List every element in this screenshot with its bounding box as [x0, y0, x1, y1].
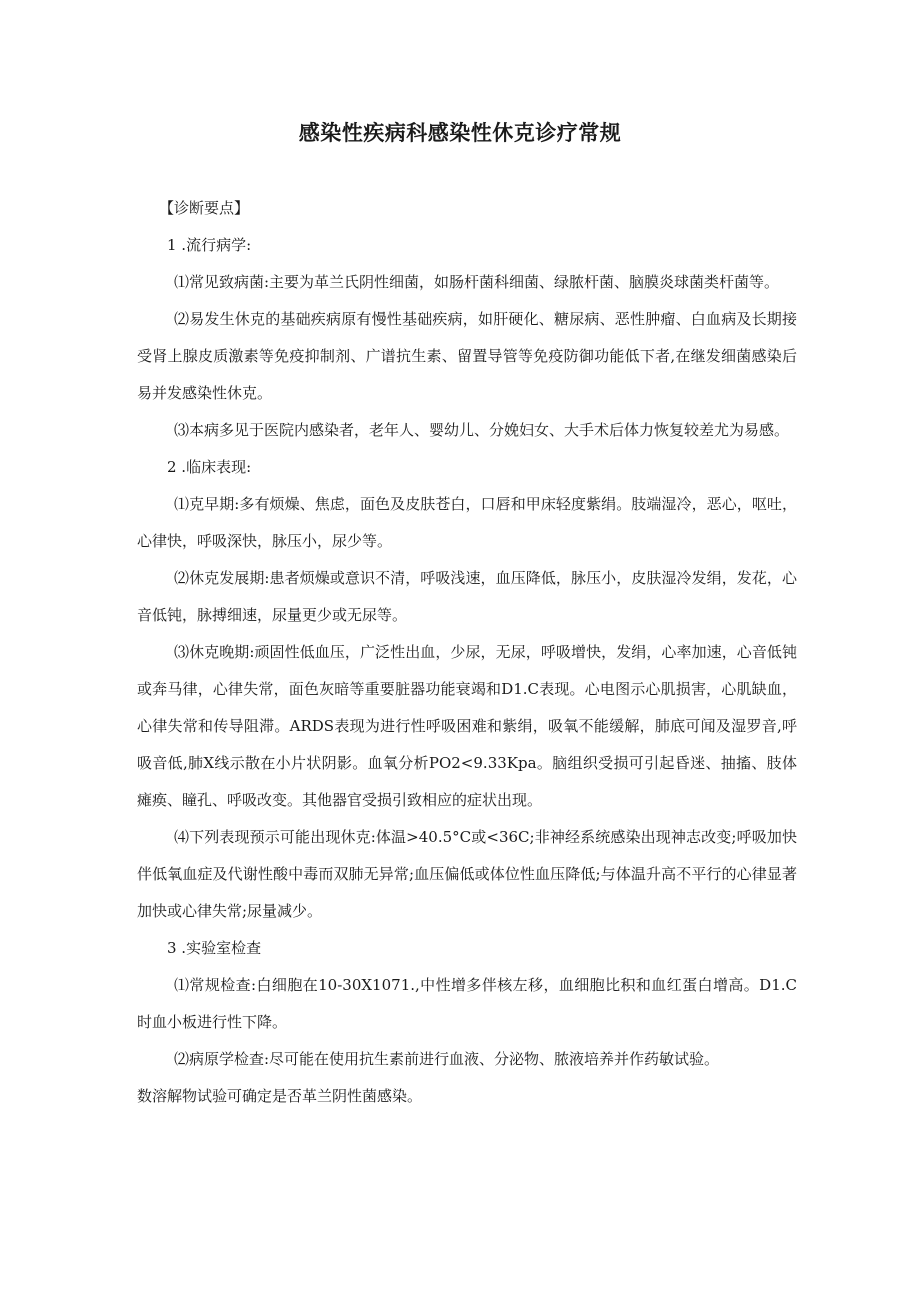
paragraph-item: ⑵易发生休克的基础疾病原有慢性基础疾病，如肝硬化、糖尿病、恶性肿瘤、白血病及长期接受肾上腺皮质激素等免疫抑制剂、广谱抗生素、留置导管等免疫防御功能低下者,在继发细菌感染后易并发感染性休克。 [137, 310, 797, 402]
paragraph-item: ⑵休克发展期:患者烦燥或意识不清，呼吸浅速，血压降低，脉压小，皮肤湿冷发绢，发花，心音低钝，脉搏细速，尿量更少或无尿等。 [137, 569, 797, 624]
paragraph-item: ⑴常规检查:白细胞在10-30X1071.,中性增多伴核左移，血细胞比积和血红蛋白增高。D1.C时血小板进行性下降。 [137, 976, 797, 1031]
subsection-heading-epidemiology: 1 .流行病学: [167, 236, 252, 254]
page-title: 感染性疾病科感染性休克诊疗常规 [298, 121, 622, 145]
paragraph-item: ⑴常见致病菌:主要为革兰氏阴性细菌，如肠杆菌科细菌、绿脓杆菌、脑膜炎球菌类杆菌等。 [174, 273, 780, 291]
paragraph-item: ⑴克早期:多有烦燥、焦虑，面色及皮肤苍白，口唇和甲床轻度紫绢。肢端湿冷，恶心，呕吐，心律快，呼吸深快，脉压小，尿少等。 [137, 495, 797, 550]
paragraph-item: ⑶本病多见于医院内感染者，老年人、婴幼儿、分娩妇女、大手术后体力恢复较差尤为易感。 [174, 421, 790, 439]
subsection-heading-lab: 3 .实验室检查 [167, 939, 262, 957]
paragraph-item: ⑵病原学检查:尽可能在使用抗生素前进行血液、分泌物、脓液培养并作药敏试验。 [174, 1050, 720, 1068]
document-body [137, 190, 797, 1115]
section-heading-diagnosis: 【诊断要点】 [159, 199, 250, 217]
trailing-paragraph: 数溶解物试验可确定是否革兰阴性菌感染。 [137, 1087, 423, 1105]
paragraph-item: ⑶休克晚期:顽固性低血压，广泛性出血，少尿，无尿，呼吸增快，发绢，心率加速，心音低钝或奔马律，心律失常，面色灰暗等重要脏器功能衰竭和D1.C表现。心电图示心肌损害，心肌缺血，心律失常和传导阻滞。ARDS表现为进行性呼吸困难和紫绢，吸氧不能缓解，肺底可闻及湿罗音,呼吸音低,肺X线示散在小片状阴影。血氧分析PO2<9.33Kpa。脑组织受损可引起昏迷、抽搐、肢体瘫痪、瞳孔、呼吸改变。其他器官受损引致相应的症状出现。 [137, 643, 797, 809]
subsection-heading-clinical: 2 .临床表现: [167, 458, 252, 476]
paragraph-item: ⑷下列表现预示可能出现休克:体温>40.5°C或<36C;非神经系统感染出现神志改变;呼吸加快伴低氧血症及代谢性酸中毒而双肺无异常;血压偏低或体位性血压降低;与体温升高不平行的心律显著加快或心律失常;尿量减少。 [137, 828, 797, 920]
